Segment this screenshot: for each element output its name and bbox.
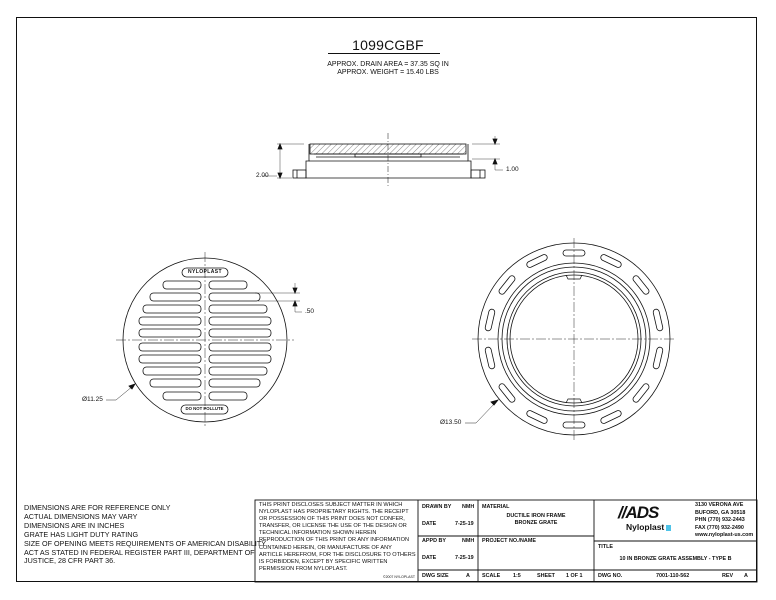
drawn-by-value: NMH [462,504,475,510]
website: www.nyloplast-us.com [695,532,754,539]
appd-by-value: NMH [462,538,475,544]
note-line: ACT AS STATED IN FEDERAL REGISTER PART III, DEPARTMENT OF [24,547,255,557]
proprietary-disclaimer [259,502,416,573]
drawn-by-label: DRAWN BY [422,504,452,510]
company-address [695,502,753,540]
disclaimer-line: NYLOPLAST HAS PROPRIETARY RIGHTS. THE RECEIPT [259,509,409,516]
disclaimer-line: ARTICLE HEREFROM, FOR THE DISCLOSURE TO OTHERS [259,551,416,558]
weight-text: APPROX. WEIGHT = 15.40 LBS [337,69,439,76]
nyloplast-logo-text: Nyloplast [626,522,665,532]
dim-slot-width: .50 [305,308,315,315]
appd-date-value: 7-25-19 [455,555,474,561]
title-label: TITLE [598,544,613,550]
drawing-title: 10 IN BRONZE GRATE ASSEMBLY - TYPE B [619,556,732,562]
disclaimer-line: TECHNICAL INFORMATION SHOWN HEREIN [259,530,377,537]
drawn-date-label: DATE [422,521,437,527]
project-label: PROJECT NO./NAME [482,538,536,544]
appd-date-label: DATE [422,555,437,561]
dim-grate-thickness: 1.00 [506,166,519,173]
note-line: DIMENSIONS ARE IN INCHES [24,520,125,530]
material-label: MATERIAL [482,504,510,510]
address-line: 3130 VERONA AVE [695,502,744,508]
note-line: ACTUAL DIMENSIONS MAY VARY [24,511,138,521]
grate-label-do-not-pollute: DO NOT POLLUTE [185,406,224,411]
dim-grate-diameter: Ø11.25 [82,396,103,403]
drain-area-text: APPROX. DRAIN AREA = 37.35 SQ IN [327,61,449,68]
dwg-size-value: A [466,573,470,579]
grate-view [106,252,302,428]
disclaimer-line: THIS PRINT DISCLOSES SUBJECT MATTER IN WHICH [259,502,403,508]
disclaimer-line: PERMISSION FROM NYLOPLAST. [259,565,348,572]
nyloplast-mark-icon [666,525,671,531]
dim-frame-height: 2.00 [256,172,269,179]
note-line: JUSTICE, 28 CFR PART 36. [24,556,116,566]
material-frame: DUCTILE IRON FRAME [506,513,566,519]
disclaimer-line: OR POSSESSION OF THIS PRINT DOES NOT CONFER, [259,516,405,523]
copyright: ©2007 NYLOPLAST [383,575,415,579]
dwg-no-label: DWG NO. [598,573,623,579]
material-grate: BRONZE GRATE [514,520,558,526]
note-line: GRATE HAS LIGHT DUTY RATING [24,529,139,539]
sheet-label: SHEET [537,573,555,579]
rev-value: A [744,573,748,579]
fax: FAX (770) 932-2490 [695,524,744,531]
drawn-date-value: 7-25-19 [455,521,474,527]
sheet-value: 1 OF 1 [566,573,583,579]
phone: PHN (770) 932-2443 [695,517,745,524]
ads-logo: //ADS [618,503,659,522]
part-number-title: 1099CGBF [352,37,424,53]
disclaimer-line: TRANSFER, OR LICENSE THE USE OF THE DESIGN OR [259,523,407,530]
disclaimer-line: IS FORBIDDEN, EXCEPT BY SPECIFIC WRITTEN [259,558,388,565]
rev-label: REV [722,573,734,579]
disclaimer-line: REPRODUCTION OF THIS PRINT OR ANY INFORMATION [259,537,410,544]
grate-label-nyloplast: NYLOPLAST [188,269,222,275]
address-line: BUFORD, GA 30518 [695,509,746,516]
section-view [262,133,503,186]
note-line: SIZE OF OPENING MEETS REQUIREMENTS OF AMERICAN DISABILITY [24,538,267,548]
nyloplast-logo [626,522,671,532]
scale-label: SCALE [482,573,501,579]
frame-view [465,238,676,440]
appd-by-label: APPD BY [422,538,446,544]
scale-value: 1:5 [513,573,521,579]
note-line: DIMENSIONS ARE FOR REFERENCE ONLY [24,503,171,512]
disclaimer-line: CONTAINED HEREIN, OR MANUFACTURE OF ANY [259,544,392,551]
general-notes [24,504,266,566]
dim-frame-diameter: Ø13.50 [440,419,462,426]
dwg-no-value: 7001-110-562 [656,573,690,579]
dwg-size-label: DWG SIZE [422,573,449,579]
